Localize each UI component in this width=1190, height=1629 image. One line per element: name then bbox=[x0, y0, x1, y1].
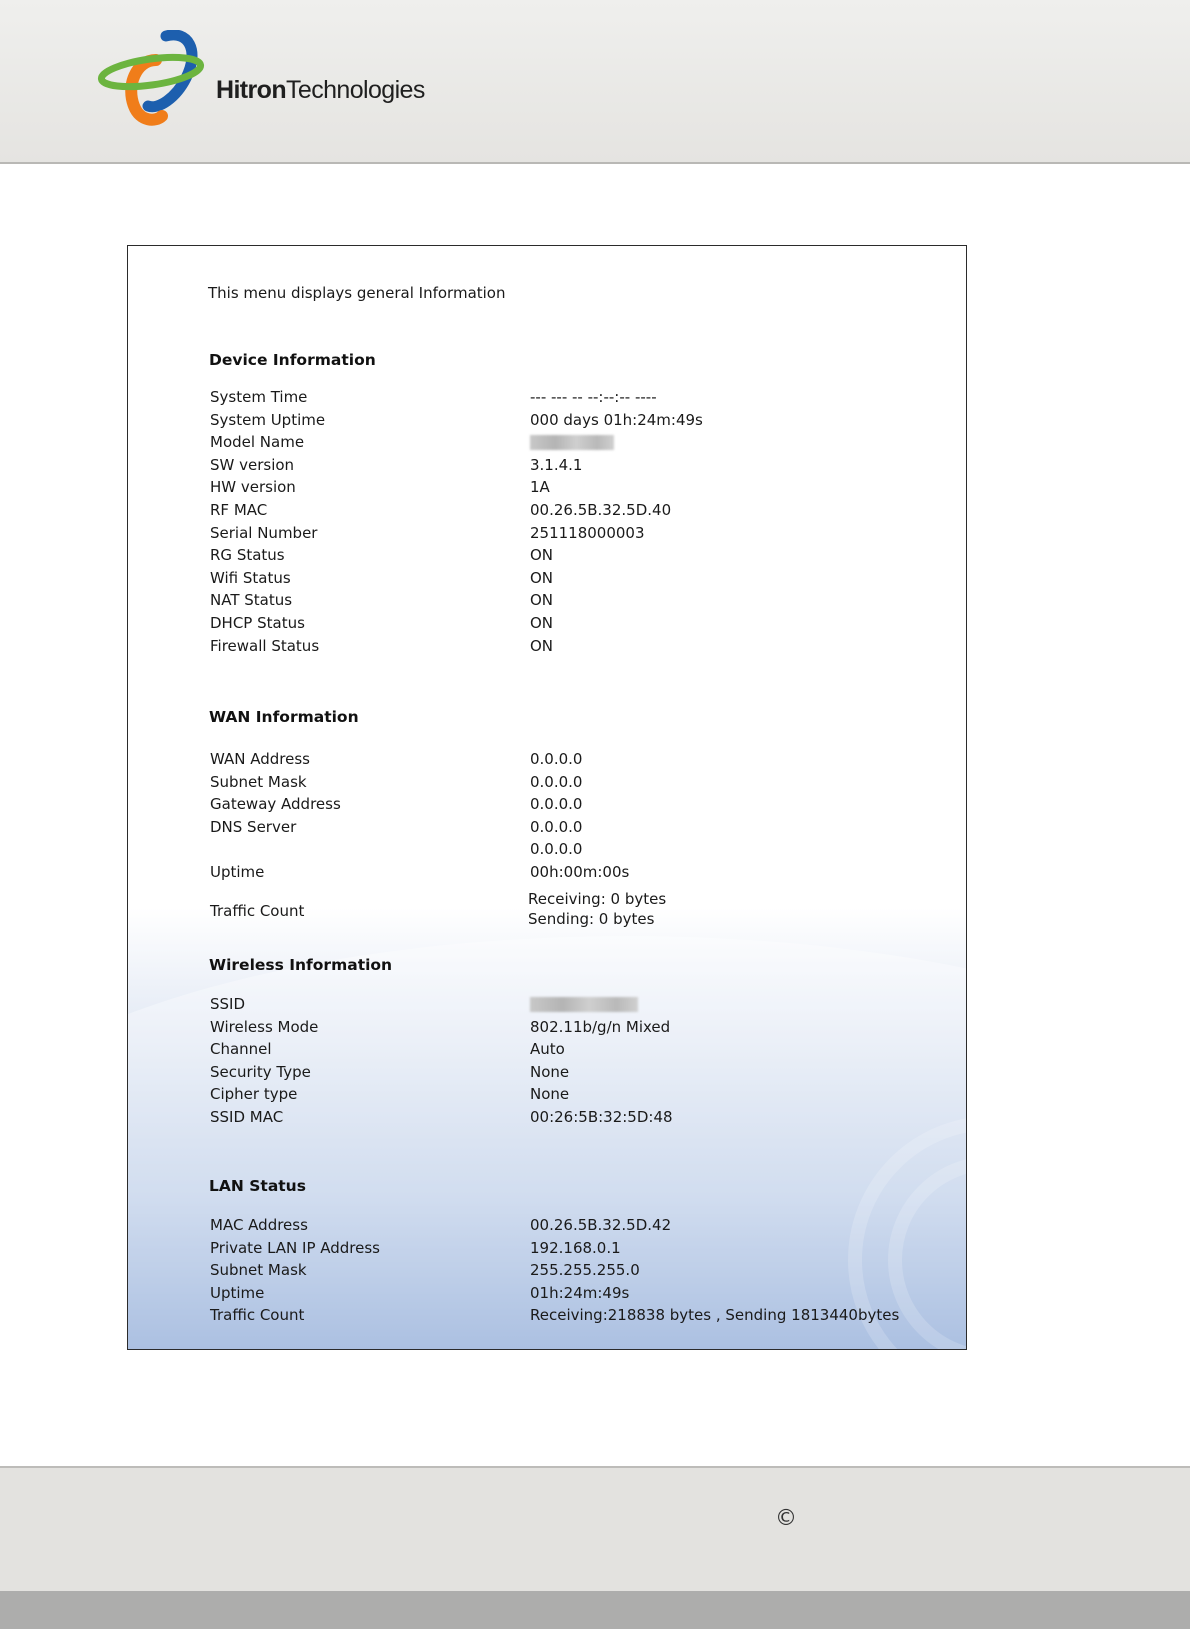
lan-row-value: 255.255.255.0 bbox=[530, 1261, 640, 1280]
device-row-label: SW version bbox=[210, 455, 295, 474]
redacted-value bbox=[530, 997, 638, 1012]
lan-row-value: 00.26.5B.32.5D.42 bbox=[530, 1216, 672, 1234]
wireless-row bbox=[210, 995, 950, 1017]
lan-row bbox=[210, 1239, 950, 1261]
device-row-value: ON bbox=[530, 546, 554, 565]
device-row bbox=[210, 501, 950, 523]
device-row bbox=[210, 591, 950, 613]
page-header bbox=[0, 0, 1190, 164]
wan-row-value: 0.0.0.0 bbox=[530, 840, 583, 859]
device-row bbox=[210, 456, 950, 478]
wan-traffic-row bbox=[210, 892, 950, 936]
wan-row-label: Subnet Mask bbox=[210, 772, 307, 791]
device-row-label: HW version bbox=[210, 478, 296, 497]
wireless-row-label: SSID bbox=[210, 995, 246, 1013]
wan-traffic-label: Traffic Count bbox=[210, 902, 305, 920]
lan-row-value: Receiving:218838 bytes , Sending 1813440bytes bbox=[530, 1306, 900, 1325]
device-row bbox=[210, 478, 950, 500]
wan-traffic-sending: Sending: 0 bytes bbox=[528, 910, 655, 928]
device-row-label: Serial Number bbox=[210, 523, 318, 542]
device-row-label: Model Name bbox=[210, 433, 305, 452]
device-row bbox=[210, 546, 950, 568]
wan-row bbox=[210, 818, 950, 840]
wan-row-value: 0.0.0.0 bbox=[530, 750, 583, 768]
device-info-title: Device Information bbox=[209, 351, 376, 369]
footer-strip bbox=[0, 1591, 1190, 1629]
device-row bbox=[210, 388, 950, 410]
wan-row-value: 0.0.0.0 bbox=[530, 772, 583, 791]
wireless-row bbox=[210, 1108, 950, 1130]
wireless-row-value: 00:26:5B:32:5D:48 bbox=[530, 1108, 673, 1126]
wireless-info-title: Wireless Information bbox=[209, 956, 393, 974]
lan-row bbox=[210, 1284, 950, 1306]
wan-row-label: Uptime bbox=[210, 863, 265, 881]
wireless-row-value: Auto bbox=[530, 1040, 565, 1059]
lan-row-value: 192.168.0.1 bbox=[530, 1238, 621, 1257]
device-row-value: ON bbox=[530, 591, 554, 610]
page-footer bbox=[0, 1466, 1190, 1593]
device-row-value: 00.26.5B.32.5D.40 bbox=[530, 501, 672, 519]
wan-row bbox=[210, 795, 950, 817]
wan-row-label: Gateway Address bbox=[210, 795, 341, 814]
device-row-label: System Uptime bbox=[210, 410, 326, 429]
intro-text: This menu displays general Information bbox=[208, 284, 506, 302]
wireless-row-label: Wireless Mode bbox=[210, 1017, 319, 1036]
device-row-label: DHCP Status bbox=[210, 614, 305, 632]
wireless-row-value: None bbox=[530, 1085, 570, 1104]
lan-status-title: LAN Status bbox=[209, 1177, 306, 1195]
wireless-row-value: 802.11b/g/n Mixed bbox=[530, 1017, 671, 1036]
lan-row-value: 01h:24m:49s bbox=[530, 1283, 630, 1302]
copyright-symbol: © bbox=[775, 1506, 797, 1531]
hitron-logo-icon bbox=[96, 30, 208, 126]
device-row-value: ON bbox=[530, 636, 554, 655]
device-row-label: System Time bbox=[210, 388, 308, 406]
device-row bbox=[210, 524, 950, 546]
wireless-row bbox=[210, 1085, 950, 1107]
wireless-row bbox=[210, 1063, 950, 1085]
brand-light: Technologies bbox=[286, 76, 425, 104]
lan-row-label: Uptime bbox=[210, 1283, 265, 1302]
wan-row-value: 00h:00m:00s bbox=[530, 863, 630, 881]
wireless-row-value: None bbox=[530, 1062, 570, 1081]
device-row-value: ON bbox=[530, 614, 554, 632]
device-row-value: ON bbox=[530, 568, 554, 587]
lan-row-label: Subnet Mask bbox=[210, 1261, 307, 1280]
lan-row-label: MAC Address bbox=[210, 1216, 308, 1234]
brand-bold: Hitron bbox=[216, 76, 286, 104]
device-row bbox=[210, 637, 950, 659]
device-row-value: --- --- -- --:--:-- ---- bbox=[530, 388, 657, 406]
wireless-row-label: Cipher type bbox=[210, 1085, 298, 1104]
status-panel bbox=[127, 245, 967, 1350]
device-row bbox=[210, 614, 950, 636]
wireless-row-label: SSID MAC bbox=[210, 1108, 284, 1126]
wan-row bbox=[210, 750, 950, 772]
lan-row bbox=[210, 1216, 950, 1238]
wan-row-value: 0.0.0.0 bbox=[530, 817, 583, 836]
device-row-label: NAT Status bbox=[210, 591, 293, 610]
wan-row bbox=[210, 863, 950, 885]
device-row bbox=[210, 433, 950, 455]
wan-row bbox=[210, 773, 950, 795]
device-row-label: RF MAC bbox=[210, 501, 268, 519]
wan-row-label: WAN Address bbox=[210, 750, 310, 768]
lan-row-label: Traffic Count bbox=[210, 1306, 305, 1325]
lan-row-label: Private LAN IP Address bbox=[210, 1238, 380, 1257]
wireless-row bbox=[210, 1018, 950, 1040]
device-row-value: 000 days 01h:24m:49s bbox=[530, 410, 703, 429]
device-row-value: 1A bbox=[530, 478, 550, 497]
device-row-value: 251118000003 bbox=[530, 523, 645, 542]
wan-traffic-receiving: Receiving: 0 bytes bbox=[528, 890, 667, 908]
device-row-label: Firewall Status bbox=[210, 636, 320, 655]
wireless-row bbox=[210, 1040, 950, 1062]
lan-row bbox=[210, 1306, 950, 1328]
wan-row bbox=[210, 840, 950, 862]
wan-row-value: 0.0.0.0 bbox=[530, 795, 583, 814]
wan-info-title: WAN Information bbox=[209, 708, 359, 726]
wireless-row-label: Security Type bbox=[210, 1062, 311, 1081]
lan-row bbox=[210, 1261, 950, 1283]
redacted-value bbox=[530, 435, 614, 450]
device-row bbox=[210, 411, 950, 433]
device-row-value: 3.1.4.1 bbox=[530, 455, 583, 474]
wireless-row-label: Channel bbox=[210, 1040, 272, 1059]
brand-name bbox=[216, 76, 425, 105]
device-row bbox=[210, 569, 950, 591]
wan-row-label: DNS Server bbox=[210, 817, 297, 836]
device-row-label: Wifi Status bbox=[210, 568, 291, 587]
device-row-label: RG Status bbox=[210, 546, 285, 565]
